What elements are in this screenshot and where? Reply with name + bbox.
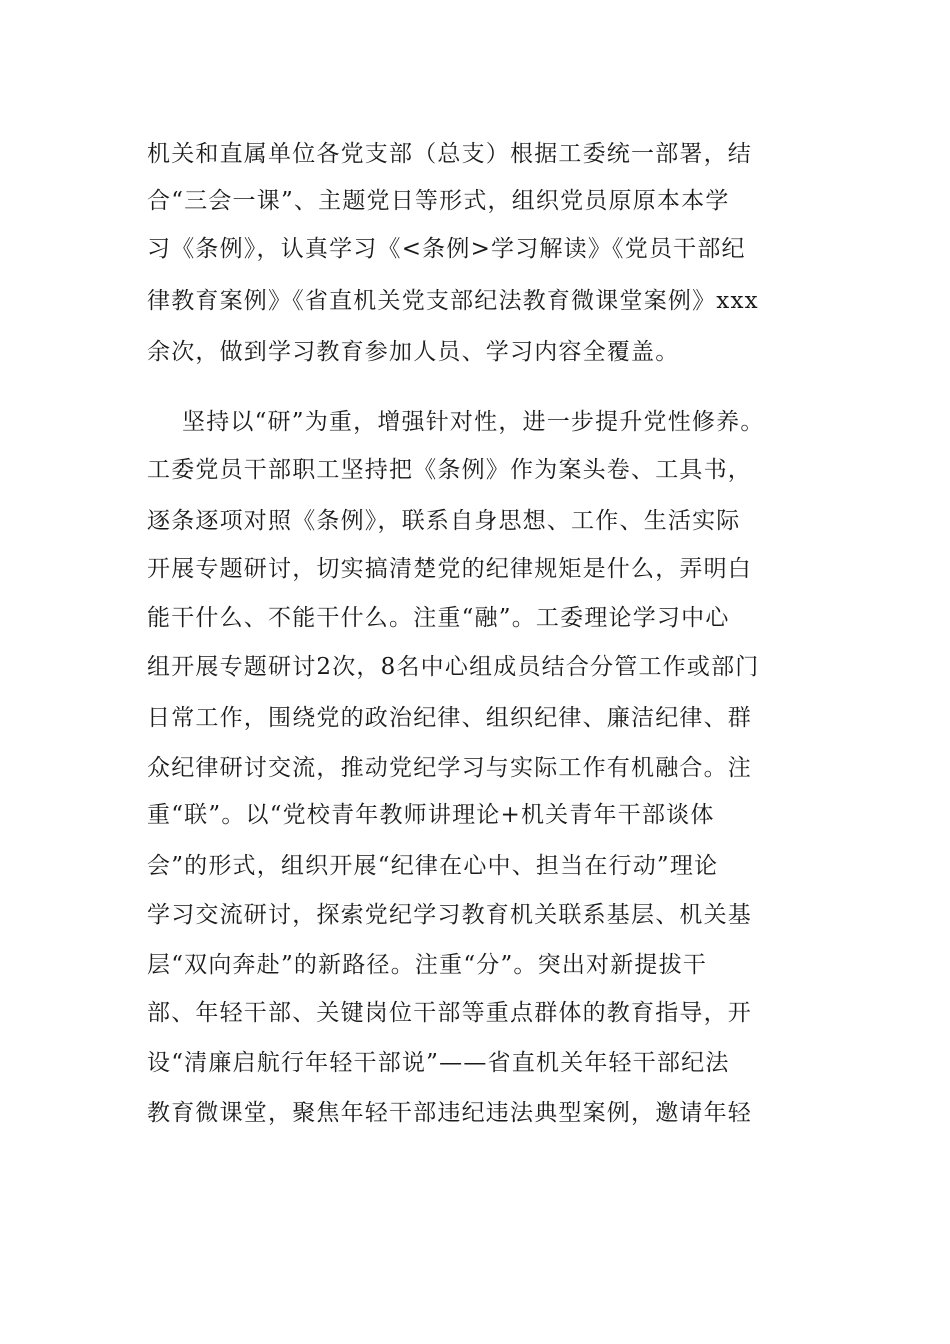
text-line: 能干什么、不能干什么。注重“融”。工委理论学习中心 bbox=[147, 605, 730, 631]
text-line: 开展专题研讨，切实搞清楚党的纪律规矩是什么，弄明白 bbox=[147, 556, 752, 582]
text-line: 逐条逐项对照《条例》，联系自身思想、工作、生活实际 bbox=[147, 508, 741, 534]
text-line: 组开展专题研讨2次，8名中心组成员结合分管工作或部门 bbox=[147, 654, 760, 680]
text-line: 会”的形式，组织开展“纪律在心中、担当在行动”理论 bbox=[147, 853, 719, 879]
text-line: 工委党员干部职工坚持把《条例》作为案头卷、工具书， bbox=[147, 457, 752, 483]
text-line: 律教育案例》《省直机关党支部纪法教育微课堂案例》xxx bbox=[147, 288, 759, 314]
text-line: 机关和直属单位各党支部（总支）根据工委统一部署，结 bbox=[147, 141, 752, 167]
text-line: 余次，做到学习教育参加人员、学习内容全覆盖。 bbox=[147, 339, 680, 365]
text-line: 重“联”。以“党校青年教师讲理论+机关青年干部谈体 bbox=[147, 802, 715, 828]
text-line: 合“三会一课”、主题党日等形式，组织党员原原本本学 bbox=[147, 188, 730, 214]
text-line: 习《条例》，认真学习《<条例>学习解读》《党员干部纪 bbox=[147, 236, 746, 262]
text-line: 部、年轻干部、关键岗位干部等重点群体的教育指导，开 bbox=[147, 1000, 752, 1026]
text-line: 众纪律研讨交流，推动党纪学习与实际工作有机融合。注 bbox=[147, 755, 752, 781]
text-line: 设“清廉启航行年轻干部说”——省直机关年轻干部纪法 bbox=[147, 1050, 730, 1076]
text-line: 学习交流研讨，探索党纪学习教育机关联系基层、机关基 bbox=[147, 902, 752, 928]
text-line: 日常工作，围绕党的政治纪律、组织纪律、廉洁纪律、群 bbox=[147, 705, 752, 731]
text-line: 教育微课堂，聚焦年轻干部违纪违法典型案例，邀请年轻 bbox=[147, 1100, 752, 1126]
text-line: 层“双向奔赴”的新路径。注重“分”。突出对新提拔干 bbox=[147, 952, 708, 978]
text-line: 坚持以“研”为重，增强针对性，进一步提升党性修养。 bbox=[182, 409, 765, 435]
